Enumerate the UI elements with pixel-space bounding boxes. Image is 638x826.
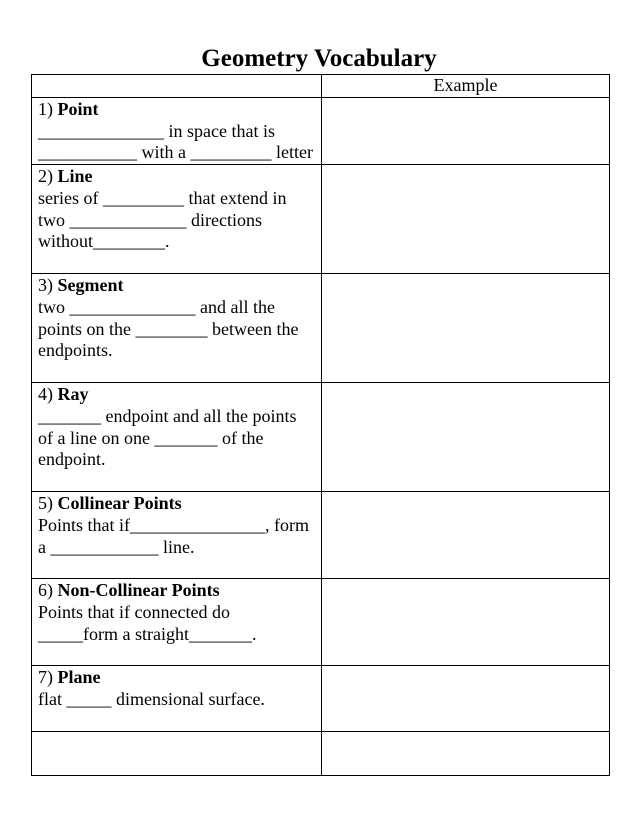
term-name: Non-Collinear Points (57, 580, 220, 601)
example-cell (322, 666, 610, 732)
term-number: 3) (38, 275, 53, 296)
term-heading (38, 666, 321, 689)
term-heading (38, 732, 321, 733)
example-cell (322, 165, 610, 274)
term-number: 4) (38, 384, 53, 405)
definition-line: points on the ________ between the (38, 318, 299, 339)
term-name: Line (57, 166, 93, 187)
example-cell (322, 383, 610, 492)
term-number: 5) (38, 493, 53, 514)
table-row (32, 732, 610, 776)
definition-line: ______________ in space that is (38, 120, 275, 141)
term-cell (32, 492, 322, 579)
table-row (32, 274, 610, 383)
page-title: Geometry Vocabulary (201, 45, 437, 72)
term-cell (32, 666, 322, 732)
example-cell (322, 579, 610, 666)
term-column-header (32, 75, 322, 98)
term-cell (32, 579, 322, 666)
term-cell (32, 732, 322, 776)
table-row (32, 165, 610, 274)
definition-line: series of _________ that extend in (38, 187, 287, 208)
example-cell (322, 732, 610, 776)
definition-line: _______ endpoint and all the points (38, 405, 297, 426)
example-cell (322, 98, 610, 165)
term-name: Ray (57, 384, 89, 405)
definition-line: two _____________ directions (38, 209, 262, 230)
term-heading (38, 165, 321, 188)
table-row (32, 98, 610, 165)
example-cell (322, 274, 610, 383)
definition-line: without________. (38, 231, 170, 252)
definition-line: Points that if connected do (38, 601, 230, 622)
term-cell (32, 383, 322, 492)
term-heading (38, 383, 321, 406)
example-cell (322, 492, 610, 579)
table-row (32, 666, 610, 732)
term-heading (38, 579, 321, 602)
term-cell (32, 274, 322, 383)
definition-line: flat _____ dimensional surface. (38, 688, 265, 709)
table-row (32, 383, 610, 492)
definition-line: endpoints. (38, 340, 113, 361)
term-number: 2) (38, 166, 53, 187)
example-column-header: Example (322, 75, 610, 98)
term-heading (38, 98, 321, 121)
table-row (32, 492, 610, 579)
definition-line: Points that if_______________, form (38, 514, 309, 535)
term-number: 1) (38, 99, 53, 119)
term-name: Point (57, 99, 99, 119)
term-heading (38, 274, 321, 297)
term-cell (32, 98, 322, 165)
definition-line: two ______________ and all the (38, 296, 275, 317)
definition-line: ___________ with a _________ letter (38, 142, 313, 163)
definition-line: a ____________ line. (38, 536, 195, 557)
term-cell (32, 165, 322, 274)
vocabulary-table (31, 74, 610, 776)
term-name: Collinear Points (57, 493, 182, 514)
table-row (32, 579, 610, 666)
definition-line: _____form a straight_______. (38, 623, 257, 644)
definition-line: endpoint. (38, 449, 106, 470)
term-heading (38, 492, 321, 515)
term-name: Plane (57, 667, 101, 688)
table-header-row (32, 75, 610, 98)
definition-line: of a line on one _______ of the (38, 427, 264, 448)
term-number: 7) (38, 667, 53, 688)
term-number: 6) (38, 580, 53, 601)
term-name: Segment (57, 275, 124, 296)
